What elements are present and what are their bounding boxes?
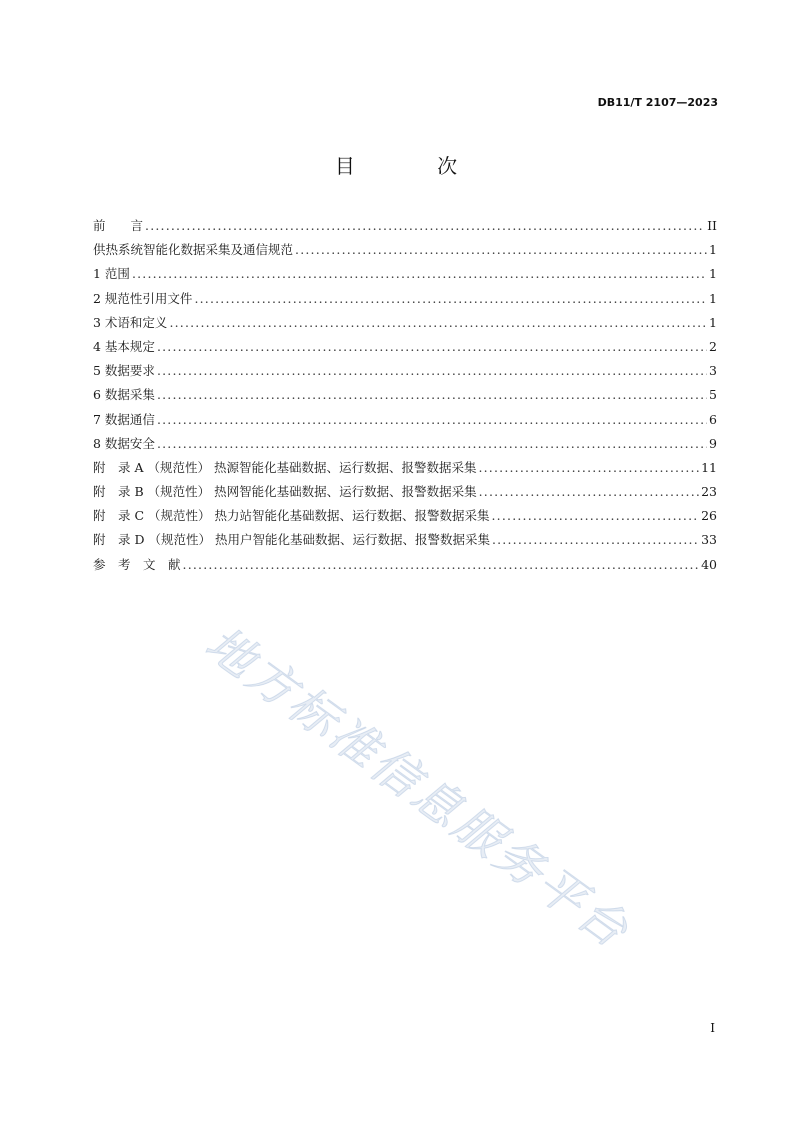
toc-entry-page: 3 (709, 363, 717, 379)
toc-dot-leader (157, 335, 707, 359)
toc-dot-leader (295, 238, 707, 262)
toc-entry-label: 参 考 文 献 (93, 556, 181, 572)
toc-dot-leader (492, 504, 700, 528)
toc-entry-page: 23 (701, 484, 717, 500)
toc-entry-bibliography[interactable] (93, 553, 717, 577)
toc-entry-normative-references[interactable] (93, 287, 717, 311)
toc-entry-standard-title[interactable] (93, 238, 717, 262)
toc-dot-leader (145, 214, 705, 238)
toc-dot-leader (157, 383, 707, 407)
toc-entry-page: II (707, 218, 717, 233)
toc-entry-page: 33 (701, 532, 717, 548)
toc-dot-leader (157, 408, 707, 432)
toc-entry-data-requirements[interactable] (93, 359, 717, 383)
toc-entry-data-security[interactable] (93, 432, 717, 456)
toc-entry-page: 40 (701, 556, 717, 572)
toc-entry-annex-c[interactable] (93, 504, 717, 528)
page-number: I (710, 1021, 715, 1035)
toc-entry-label: 2 规范性引用文件 (93, 290, 193, 306)
toc-entry-label: 5 数据要求 (93, 363, 155, 379)
toc-entry-page: 1 (709, 242, 717, 258)
toc-entry-scope[interactable] (93, 262, 717, 286)
toc-entry-foreword[interactable] (93, 214, 717, 238)
toc-entry-page: 26 (701, 508, 717, 524)
toc-entry-page: 5 (709, 387, 717, 403)
toc-entry-page: 1 (709, 266, 717, 282)
toc-entry-label: 3 术语和定义 (93, 314, 168, 330)
page-title: 目 次 (334, 154, 496, 178)
watermark: 地方标准信息服务平台 (195, 616, 641, 961)
toc-entry-label: 7 数据通信 (93, 411, 155, 427)
toc-entry-annex-a[interactable] (93, 456, 717, 480)
toc-dot-leader (157, 432, 707, 456)
toc-entry-page: 1 (709, 290, 717, 306)
toc-entry-label: 1 范围 (93, 266, 130, 282)
toc-entry-basic-provisions[interactable] (93, 335, 717, 359)
toc-dot-leader (132, 262, 707, 286)
toc-entry-terms-definitions[interactable] (93, 311, 717, 335)
toc-dot-leader (169, 311, 707, 335)
toc-entry-label: 附 录 B （规范性） 热网智能化基础数据、运行数据、报警数据采集 (93, 484, 477, 500)
toc-entry-page: 2 (709, 338, 717, 354)
document-code: DB11/T 2107—2023 (597, 96, 718, 109)
toc-entry-page: 6 (709, 411, 717, 427)
toc-entry-annex-b[interactable] (93, 480, 717, 504)
toc-dot-leader (492, 528, 699, 552)
toc-entry-label: 附 录 C （规范性） 热力站智能化基础数据、运行数据、报警数据采集 (93, 508, 490, 524)
toc-entry-label: 附 录 A （规范性） 热源智能化基础数据、运行数据、报警数据采集 (93, 459, 477, 475)
toc-dot-leader (194, 287, 707, 311)
toc-entry-label: 前 言 (93, 218, 144, 233)
toc-entry-label: 供热系统智能化数据采集及通信规范 (93, 242, 294, 258)
table-of-contents (93, 214, 717, 577)
toc-entry-data-communication[interactable] (93, 408, 717, 432)
toc-dot-leader (479, 480, 699, 504)
toc-entry-page: 11 (701, 459, 717, 475)
toc-entry-data-acquisition[interactable] (93, 383, 717, 407)
toc-entry-label: 附 录 D （规范性） 热用户智能化基础数据、运行数据、报警数据采集 (93, 532, 490, 548)
toc-entry-annex-d[interactable] (93, 528, 717, 552)
toc-dot-leader (183, 553, 700, 577)
toc-entry-label: 4 基本规定 (93, 338, 155, 354)
toc-entry-page: 9 (709, 435, 717, 451)
toc-entry-page: 1 (709, 314, 717, 330)
toc-dot-leader (478, 456, 699, 480)
toc-entry-label: 8 数据安全 (93, 435, 155, 451)
toc-dot-leader (157, 359, 707, 383)
toc-entry-label: 6 数据采集 (93, 387, 155, 403)
